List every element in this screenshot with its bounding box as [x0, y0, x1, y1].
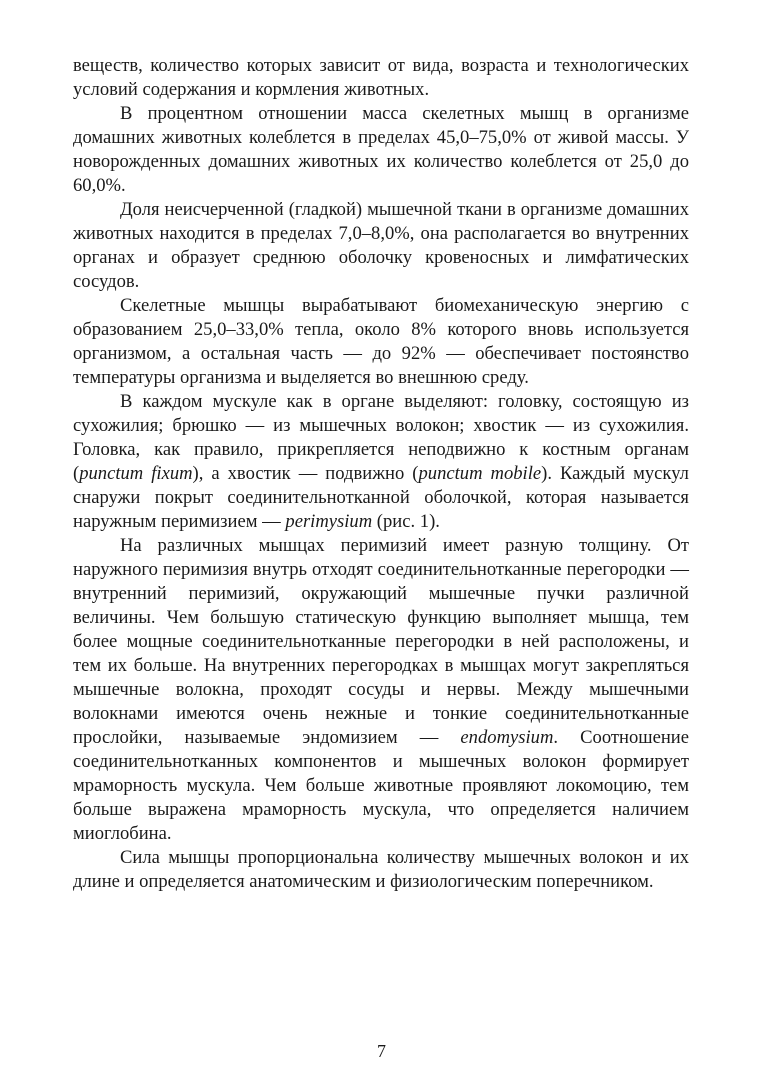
text-run: ). Каждый мускул снаружи покрыт соединительнотканной оболочкой, которая называется наружным перимизием — — [73, 463, 689, 532]
text-run: Сила мышцы пропорциональна количеству мышечных волокон и их длине и определяется анатомическим и физиологическим поперечником. — [73, 847, 689, 892]
paragraph-2 — [73, 102, 689, 198]
latin-term: punctum fixum — [79, 463, 193, 484]
paragraph-3 — [73, 198, 689, 294]
text-run: веществ, количество которых зависит от вида, возраста и технологических условий содержания и кормления животных. — [73, 55, 689, 100]
page-number: 7 — [377, 1041, 386, 1061]
latin-term: endomysium — [460, 727, 554, 748]
text-run: Скелетные мышцы вырабатывают биомеханическую энергию с образованием 25,0–33,0% тепла, около 8% которого вновь используется организмом, а остальная часть — до 92% — обеспечивает постоянство температуры организма и выделяется во внешнюю среду. — [73, 295, 689, 388]
latin-term: perimysium — [285, 511, 373, 532]
text-run: ), а хвостик — подвижно ( — [192, 463, 419, 484]
latin-term: punctum mobile — [418, 463, 542, 484]
paragraph-4 — [73, 294, 689, 390]
text-run: На различных мышцах перимизий имеет разную толщину. От наружного перимизия внутрь отходят соединительнотканные перегородки — внутренний перимизий, окружающий мышечные пучки различной величины. Чем большую статическую функцию выполняет мышца, тем более мощные соединительнотканные перегородки в ней расположены, и тем их больше. На внутренних перегородках в мышцах могут закрепляться мышечные волокна, проходят сосуды и нервы. Между мышечными волокнами имеются очень нежные и тонкие соединительнотканные прослойки, называемые эндомизием — — [73, 535, 689, 748]
text-run: Доля неисчерченной (гладкой) мышечной ткани в организме домашних животных находится в пределах 7,0–8,0%, она располагается во внутренних органах и образует среднюю оболочку кровеносных и лимфатических сосудов. — [73, 199, 689, 292]
paragraph-7 — [73, 846, 689, 894]
body-text — [73, 54, 689, 894]
paragraph-1 — [73, 54, 689, 102]
paragraph-5 — [73, 390, 689, 534]
text-run: (рис. 1). — [372, 511, 440, 532]
text-run: В процентном отношении масса скелетных мышц в организме домашних животных колеблется в пределах 45,0–75,0% от живой массы. У новорожденных домашних животных их количество колеблется от 25,0 до 60,0%. — [73, 103, 689, 196]
text-run: . Соотношение соединительнотканных компонентов и мышечных волокон формирует мраморность мускула. Чем больше животные проявляют локомоцию, тем больше выражена мраморность мускула, что определяется наличием миоглобина. — [73, 727, 689, 844]
paragraph-6 — [73, 534, 689, 846]
text-run: В каждом мускуле как в органе выделяют: головку, состоящую из сухожилия; брюшко — из мышечных волокон; хвостик — из сухожилия. Головка, как правило, прикрепляется неподвижно к костным органам ( — [73, 391, 689, 484]
